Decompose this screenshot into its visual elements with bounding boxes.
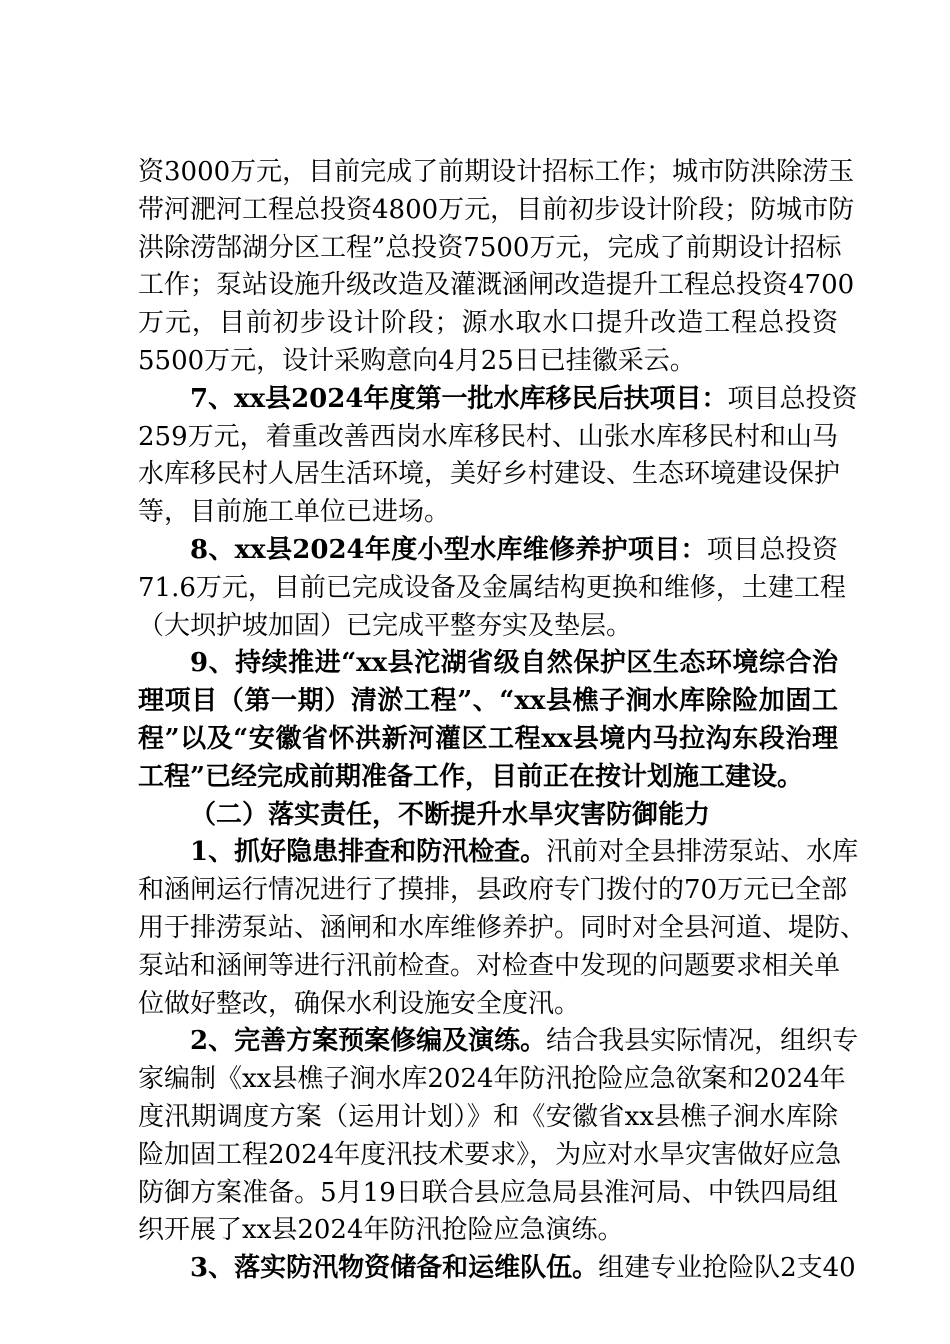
paragraph-1-line-4 xyxy=(138,270,855,301)
paragraph-1-line-6 xyxy=(138,346,838,376)
text-segment: （大坝护坡加固）已完成平整夯实及垫层。 xyxy=(138,610,633,641)
paragraph-2-line-1 xyxy=(190,383,858,414)
text-segment: 位做好整改，确保水利设施安全度汛。 xyxy=(138,988,581,1019)
text-segment: 工程”已经完成前期准备工作，目前正在按计划施工建设。 xyxy=(138,761,803,792)
paragraph-7-line-3 xyxy=(138,1102,838,1132)
text-segment: 带河淝河工程总投资4800万元，目前初步设计阶段；防城市防 xyxy=(138,194,855,225)
paragraph-3-line-3 xyxy=(138,611,838,641)
paragraph-7-line-5 xyxy=(138,1178,838,1208)
text-segment: 程”以及“安徽省怀洪新河灌区工程xx县境内马拉沟东段治理 xyxy=(138,724,838,754)
text-segment: 结合我县实际情况，组织专 xyxy=(546,1026,859,1057)
paragraph-1-line-2 xyxy=(138,194,855,225)
text-segment: 2、完善方案预案修编及演练。 xyxy=(190,1026,547,1057)
text-segment: 险加固工程2024年度汛技术要求》，为应对水旱灾害做好应急 xyxy=(138,1139,842,1170)
text-segment: 用于排涝泵站、涵闸和水库维修养护。同时对全县河道、堤防、 xyxy=(138,913,867,943)
text-segment: 泵站和涵闸等进行汛前检查。对检查中发现的问题要求相关单 xyxy=(138,950,841,981)
text-segment: 汛前对全县排涝泵站、水库 xyxy=(546,837,859,868)
paragraph-7-line-1 xyxy=(190,1026,859,1057)
paragraph-4-line-3 xyxy=(138,724,838,754)
text-segment: 259万元，着重改善西岗水库移民村、山张水库移民村和山马 xyxy=(138,421,838,452)
text-segment: 等，目前施工单位已进场。 xyxy=(138,497,451,528)
text-segment: （二）落实责任，不断提升水旱灾害防御能力 xyxy=(190,799,711,830)
text-segment: 和涵闸运行情况进行了摸排，县政府专门拨付的70万元已全部 xyxy=(138,875,848,906)
paragraph-6-line-2 xyxy=(138,875,848,906)
text-segment: 万元，目前初步设计阶段；源水取水口提升改造工程总投资 xyxy=(138,308,838,339)
text-segment: 工作；泵站设施升级改造及灌溉涵闸改造提升工程总投资4700 xyxy=(138,270,855,301)
paragraph-7-line-6 xyxy=(138,1215,838,1245)
paragraph-2-line-2 xyxy=(138,422,838,452)
paragraph-6-line-3 xyxy=(138,913,867,943)
paragraph-4-line-1 xyxy=(190,648,838,678)
text-segment: 7、xx县2024年度第一批水库移民后扶项目： xyxy=(190,383,728,414)
text-segment: 5500万元，设计采购意向4月25日已挂徽采云。 xyxy=(138,346,696,376)
text-segment: 项目总投资 xyxy=(727,383,858,414)
text-segment: 项目总投资 xyxy=(706,535,838,565)
paragraph-6-line-1 xyxy=(190,837,859,868)
paragraph-3-line-2 xyxy=(138,572,846,603)
text-segment: 3、落实防汛物资储备和运维队伍。 xyxy=(190,1253,599,1284)
paragraph-8-line-1 xyxy=(190,1253,856,1284)
paragraph-7-line-4 xyxy=(138,1139,842,1170)
text-segment: 组建专业抢险队2支40 xyxy=(598,1253,856,1284)
text-segment: 家编制《xx县樵子涧水库2024年防汛抢险应急欲案和2024年 xyxy=(138,1064,846,1095)
text-segment: 资3000万元，目前完成了前期设计招标工作；城市防洪除涝玉 xyxy=(138,157,855,187)
paragraph-1-line-3 xyxy=(138,232,842,263)
paragraph-1-line-5 xyxy=(138,308,838,338)
paragraph-2-line-4 xyxy=(138,497,838,527)
paragraph-2-line-3 xyxy=(138,459,841,490)
text-segment: 71.6万元，目前已完成设备及金属结构更换和维修，土建工程 xyxy=(138,572,846,603)
paragraph-7-line-2 xyxy=(138,1064,846,1095)
text-segment: 8、xx县2024年度小型水库维修养护项目： xyxy=(190,535,707,565)
text-segment: 洪除涝郜湖分区工程”总投资7500万元，完成了前期设计招标 xyxy=(138,232,842,263)
text-segment: 水库移民村人居生活环境，美好乡村建设、生态环境建设保护 xyxy=(138,459,841,490)
text-segment: 1、抓好隐患排查和防汛检查。 xyxy=(190,837,547,868)
paragraph-6-line-4 xyxy=(138,950,841,981)
text-segment: 度汛期调度方案（运用计划）》和《安徽省xx县樵子涧水库除 xyxy=(138,1102,838,1132)
paragraph-6-line-5 xyxy=(138,989,838,1019)
text-segment: 防御方案准备。5月19日联合县应急局县淮河局、中铁四局组 xyxy=(138,1177,838,1208)
text-segment: 织开展了xx县2024年防汛抢险应急演练。 xyxy=(138,1215,624,1246)
paragraph-3-line-1 xyxy=(190,535,838,565)
text-segment: 理项目（第一期）清淤工程”、“xx县樵子涧水库除险加固工 xyxy=(138,686,838,717)
paragraph-4-line-4 xyxy=(138,762,838,792)
paragraph-5-line-1 xyxy=(190,800,838,830)
text-segment: 9、持续推进“xx县沱湖省级自然保护区生态环境综合治 xyxy=(190,648,838,679)
paragraph-1-line-1 xyxy=(138,157,855,187)
paragraph-4-line-2 xyxy=(138,686,838,716)
